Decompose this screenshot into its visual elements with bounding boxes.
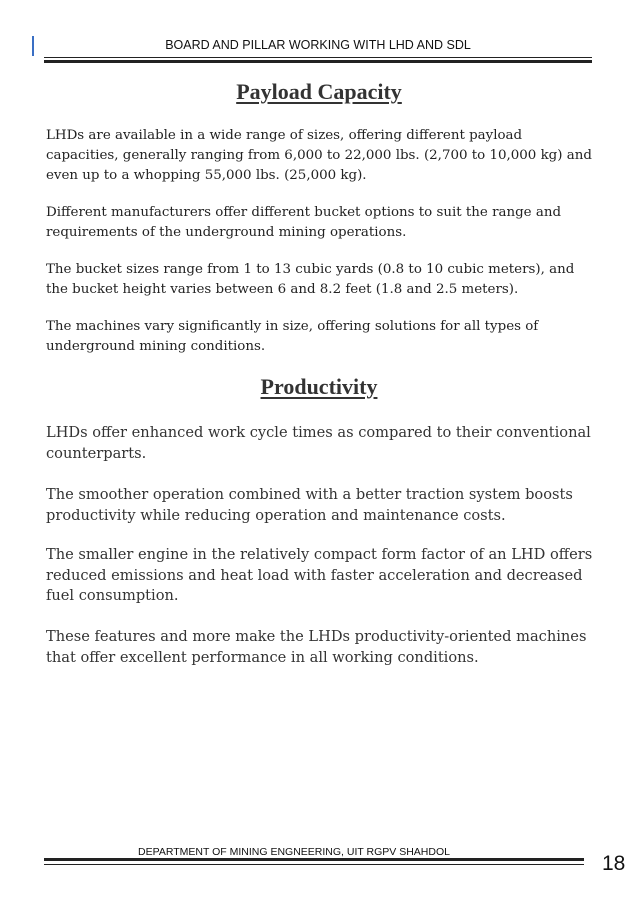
section-heading-payload-capacity: Payload Capacity [236, 79, 402, 104]
page-number: 18 [602, 852, 626, 875]
header-rule-thin [44, 57, 592, 58]
paragraph-performance: These features and more make the LHDs productivity-oriented machines that offer excellent performance in all working conditions. [46, 628, 587, 666]
footer-rule-thin [44, 864, 584, 865]
running-header: BOARD AND PILLAR WORKING WITH LHD AND SDL [165, 38, 471, 52]
paragraph-machine-sizes: The machines vary significantly in size, offering solutions for all types of underground mining conditions. [46, 319, 539, 354]
section-heading-productivity: Productivity [260, 374, 378, 399]
header-rule-thick [44, 60, 592, 63]
paragraph-payload-range: LHDs are available in a wide range of sizes, offering different payload capacities, generally ranging from 6,000 to 22,000 lbs. (2,700 to 10,000 kg) and even up to a whopping 55,000 lbs. (25,000 kg). [46, 128, 592, 183]
paragraph-work-cycle: LHDs offer enhanced work cycle times as compared to their conventional counterparts. [46, 424, 591, 462]
footer-rule-thick [44, 858, 584, 861]
paragraph-engine-emissions: The smaller engine in the relatively compact form factor of an LHD offers reduced emissions and heat load with faster acceleration and decreased fuel consumption. [46, 546, 593, 604]
header-accent-bar [32, 36, 34, 56]
paragraph-bucket-sizes: The bucket sizes range from 1 to 13 cubic yards (0.8 to 10 cubic meters), and the bucket height varies between 6 and 8.2 feet (1.8 and 2.5 meters). [46, 262, 575, 297]
paragraph-traction-system: The smoother operation combined with a better traction system boosts productivity while reducing operation and maintenance costs. [46, 486, 573, 524]
footer-department: DEPARTMENT OF MINING ENGNEERING, UIT RGPV SHAHDOL [138, 846, 450, 858]
paragraph-bucket-options: Different manufacturers offer different bucket options to suit the range and requirements of the underground mining operations. [46, 205, 562, 240]
